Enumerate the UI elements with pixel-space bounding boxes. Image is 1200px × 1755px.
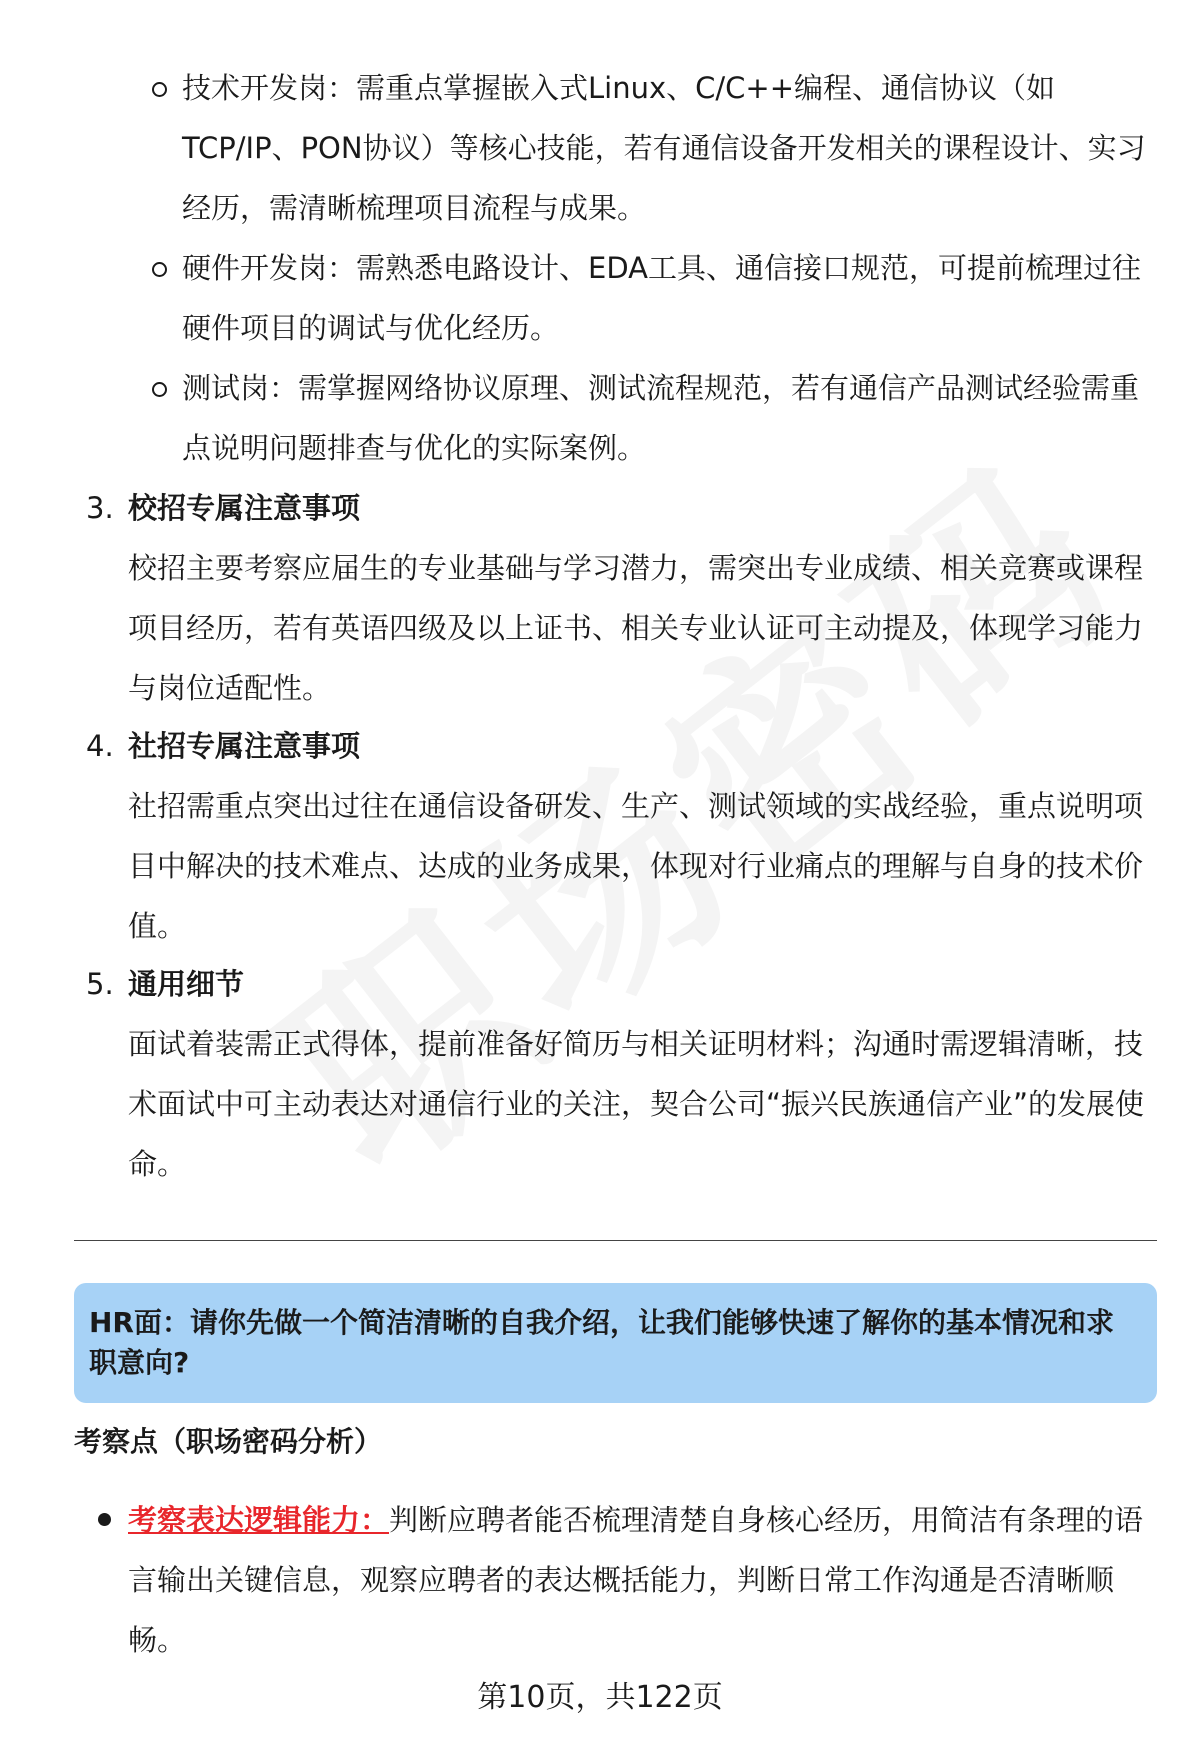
question-text: HR面：请你先做一个简洁清晰的自我介绍，让我们能够快速了解你的基本情况和求职意向? xyxy=(89,1306,1114,1379)
item-3-body: 校招主要考察应届生的专业基础与学习潜力，需突出专业成绩、相关竞赛或课程项目经历，若有英语四级及以上证书、相关专业认证可主动提及，体现学习能力与岗位适配性。 xyxy=(128,551,1144,705)
item-5-number: 5. xyxy=(86,967,114,1001)
question-box xyxy=(74,1283,1157,1403)
item-4-heading xyxy=(86,716,360,776)
item-5-body: 面试着装需正式得体，提前准备好简历与相关证明材料；沟通时需逻辑清晰，技术面试中可主动表达对通信行业的关注，契合公司“振兴民族通信产业”的发展使命。 xyxy=(128,1027,1145,1181)
item-3-title: 校招专属注意事项 xyxy=(128,491,361,525)
analysis-title: 考察点（职场密码分析） xyxy=(74,1425,383,1458)
item-5-title: 通用细节 xyxy=(128,967,245,1001)
analysis-highlight: 考察表达逻辑能力： xyxy=(128,1503,390,1537)
section-divider xyxy=(74,1240,1157,1241)
role-item-hardware: 硬件开发岗：需熟悉电路设计、EDA工具、通信接口规范，可提前梳理过往硬件项目的调试与优化经历。 xyxy=(182,238,1152,358)
item-5-heading xyxy=(86,954,244,1014)
item-4-body: 社招需重点突出过往在通信设备研发、生产、测试领域的实战经验，重点说明项目中解决的技术难点、达成的业务成果，体现对行业痛点的理解与自身的技术价值。 xyxy=(128,789,1144,943)
page-footer: 第10页，共122页 xyxy=(477,1680,723,1715)
role-item-test: 测试岗：需掌握网络协议原理、测试流程规范，若有通信产品测试经验需重点说明问题排查与优化的实际案例。 xyxy=(182,358,1152,478)
analysis-text: 判断应聘者能否梳理清楚自身核心经历，用简洁有条理的语言输出关键信息，观察应聘者的表达概括能力，判断日常工作沟通是否清晰顺畅。 xyxy=(128,1503,1144,1657)
item-4-title: 社招专属注意事项 xyxy=(128,729,361,763)
item-3-number: 3. xyxy=(86,491,114,525)
item-3-heading xyxy=(86,478,360,538)
role-item-tech: 技术开发岗：需重点掌握嵌入式Linux、C/C++编程、通信协议（如TCP/IP、PON协议）等核心技能，若有通信设备开发相关的课程设计、实习经历，需清晰梳理项目流程与成果。 xyxy=(182,58,1152,238)
item-4-number: 4. xyxy=(86,729,114,763)
analysis-bullet xyxy=(128,1490,1148,1670)
